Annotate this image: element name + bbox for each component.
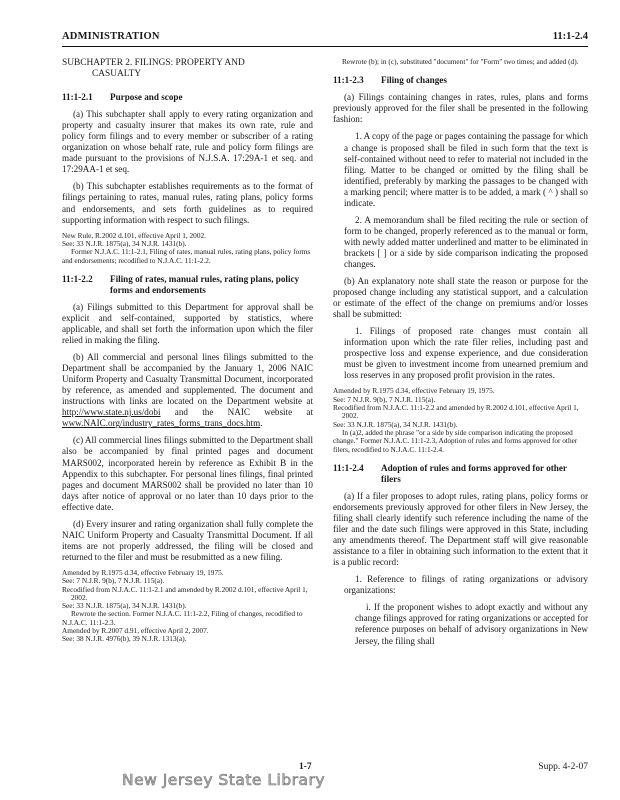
section-heading-2-1 — [62, 92, 313, 103]
history-note: Amended by R.1975 d.34, effective February 19, 1975. — [333, 386, 495, 396]
history-note: See: 38 N.J.R. 4976(b), 39 N.J.R. 1313(a). — [62, 634, 187, 644]
section-title: Adoption of rules and forms approved for other filers — [381, 462, 567, 484]
paragraph-2-2-a: (a) Filings submitted to this Department for approval shall be explicit and self-contained, supported by statistics, where applicable, and shall set forth the information upon which the filer relied in making the filing. — [62, 301, 313, 346]
subchapter-heading-line1: SUBCHAPTER 2. FILINGS: PROPERTY AND — [62, 58, 245, 68]
running-header — [62, 28, 588, 47]
library-watermark: New Jersey State Library — [122, 771, 326, 789]
history-note: Amended by R.1975 d.34, effective February 19, 1975. — [62, 567, 224, 577]
history-note: New Rule, R.2002 d.101, effective April 1, 2002. — [62, 230, 206, 240]
section-number: 11:1-2.3 — [333, 75, 364, 86]
paragraph-2-1-b: (b) This subchapter establishes requirements as to the format of filings pertaining to rates, manual rules, rating plans, policy forms and endorsements, and sets forth guidelines as to required supporting information with respect to such filings. — [62, 181, 313, 225]
section-title: Filing of rates, manual rules, rating plans, policy forms and endorsements — [110, 273, 300, 295]
paragraph-2-3-b: (b) An explanatory note shall state the reason or purpose for the proposed change including any statistical support, and a calculation or estimate of the effect of the change on premiums and/or losses shall be submitted: — [333, 276, 588, 320]
history-note: Rewrote (b); in (c), substituted "document" for "Form" two times; and added (d). — [342, 57, 579, 66]
subchapter-heading-line2: CASUALTY — [92, 69, 142, 80]
paragraph-2-4-a-1-i: i. If the proponent wishes to adopt exactly and without any change filings approved for rating organizations or accepted for reference purposes on behalf of advisory organizations in New Jersey, the filing shall — [355, 602, 588, 646]
history-note: Amended by R.2007 d.91, effective April 2, 2007. — [62, 626, 209, 635]
history-note: Recodified from N.J.A.C. 11:1-2.2 and amended by R.2002 d.101, effective April 1, 2002. — [333, 403, 579, 421]
section-number: 11:1-2.2 — [62, 273, 93, 284]
paragraph-2-2-c: (c) All commercial lines filings submitted to the Department shall also be accompanied by final printed pages and document MARS002, incorporated herein by reference as Exhibit B in the Appendix to this subchapter. For personal lines filings, final printed pages and document MARS002 shall be provided no later than 10 days after notice of approval or no later than 10 days prior to the effective date. — [62, 435, 313, 512]
section-number: 11:1-2.4 — [333, 462, 364, 473]
left-column — [62, 58, 313, 653]
paragraph-2-3-a-2: 2. A memorandum shall be filed reciting the rule or section of form to be changed, properly referenced as to the manual or form, with newly added matter underlined and matter to be eliminated in brackets [ ] or a side by side comparison indicating the proposed changes. — [344, 214, 588, 269]
paragraph-2-4-a-1: 1. Reference to filings of rating organizations or advisory organizations: — [344, 574, 588, 596]
supplement-date: Supp. 4-2-07 — [538, 762, 588, 772]
history-note: Former N.J.A.C. 11:1-2.1, Filing of rates, manual rules, rating plans, policy forms and endorsements; recodified to N.J.A.C. 11:1-2.2. — [62, 247, 311, 265]
paragraph-2-2-b — [62, 352, 313, 429]
section-title: Filing of changes — [381, 75, 447, 86]
header-title: ADMINISTRATION — [62, 31, 160, 42]
history-note: See: 7 N.J.R. 9(b), 7 N.J.R. 115(a). — [62, 576, 165, 586]
history-note: Recodified from N.J.A.C. 11:1-2.1 and amended by R.2002 d.101, effective April 1, 2002. — [62, 584, 308, 602]
section-heading-2-4 — [333, 463, 588, 485]
history-note: In (a)2, added the phrase "or a side by side comparison indicating the proposed change." Former N.J.A.C. 11:1-2.3, Adoption of rules and forms approved for other filers, recodified to N.J.A.C. 11:1-2.4. — [333, 427, 578, 454]
history-notes-2-3 — [333, 387, 588, 453]
right-column — [333, 58, 588, 653]
subchapter-heading — [62, 58, 313, 80]
section-title: Purpose and scope — [110, 92, 183, 103]
history-note: See: 33 N.J.R. 1875(a), 34 N.J.R. 1431(b). — [62, 238, 187, 248]
paragraph-text: . — [260, 418, 263, 429]
paragraph-2-3-a: (a) Filings containing changes in rates, rules, plans and forms previously approved for the filer shall be presented in the following fashion: — [333, 92, 588, 125]
history-note: See: 7 N.J.R. 9(b), 7 N.J.R. 115(a). — [333, 394, 436, 404]
history-note: See: 33 N.J.R. 1875(a), 34 N.J.R. 1431(b). — [333, 419, 458, 429]
history-notes-continued — [333, 58, 588, 66]
paragraph-text: and the NAIC website at — [160, 407, 313, 418]
paragraph-text: (b) All commercial and personal lines filings submitted to the Department shall be accompanied by the January 1, 2006 NAIC Uniform Property and Casualty Transmittal Document, incorporated by reference, as amended and supplemented. The document and instructions with links are located on the Department website at — [62, 352, 313, 407]
dobi-website-link[interactable]: http://www.state.nj.us/dobi — [62, 407, 161, 418]
paragraph-2-3-a-1: 1. A copy of the page or pages containing the passage for which a change is proposed shall be filed in such form that the text is self-contained without need to refer to material not included in the filing. Matter to be changed or omitted by the filing shall be identified, preferably by marking the passages to be changed with a marking pencil; where matter is to be added, a mark ( ^ ) shall so indicate. — [344, 131, 588, 208]
history-notes-2-1 — [62, 232, 313, 265]
header-section-number: 11:1-2.4 — [552, 31, 588, 42]
section-heading-2-2 — [62, 274, 313, 296]
history-note: See: 33 N.J.R. 1875(a), 34 N.J.R. 1431(b). — [62, 601, 187, 611]
page-number: 1-7 — [299, 762, 312, 772]
naic-website-link[interactable]: www.NAIC.org/industry_rates_forms_trans_docs.htm — [62, 418, 261, 429]
paragraph-2-3-b-1: 1. Filings of proposed rate changes must contain all information upon which the rate filer relies, including past and prospective loss and expense experience, and due consideration must be given to investment income from unearned premium and loss reserves in any proposed profit provision in the rates. — [344, 326, 588, 381]
paragraph-2-1-a: (a) This subchapter shall apply to every rating organization and property and casualty insurer that makes its own rate, rule and policy form filings and to every member or subscriber of a rating organization on whose behalf rate, rule and policy form filings are made pursuant to the provisions of N.J.S.A. 17:29A-1 et seq. and 17:29AA-1 et seq. — [62, 109, 313, 175]
paragraph-2-2-d: (d) Every insurer and rating organization shall fully complete the NAIC Uniform Property and Casualty Transmittal Document. If all items are not properly addressed, the filing will be closed and returned to the filer and must be resubmitted as a new filing. — [62, 518, 313, 562]
history-note: Rewrote the section. Former N.J.A.C. 11:1-2.2, Filing of changes, recodified to N.J.A.C. 11:1-2.3. — [62, 609, 303, 627]
section-heading-2-3 — [333, 75, 588, 86]
section-number: 11:1-2.1 — [62, 92, 93, 103]
history-notes-2-2 — [62, 569, 313, 644]
paragraph-2-4-a: (a) If a filer proposes to adopt rules, rating plans, policy forms or endorsements previously approved for other filers in New Jersey, the filing shall clearly identify such reference including the name of the filer and the date such filings were approved in this State, including any amendments thereof. The Department staff will give reasonable assistance to a filer in obtaining such information to the extent that it is a public record: — [333, 490, 588, 568]
